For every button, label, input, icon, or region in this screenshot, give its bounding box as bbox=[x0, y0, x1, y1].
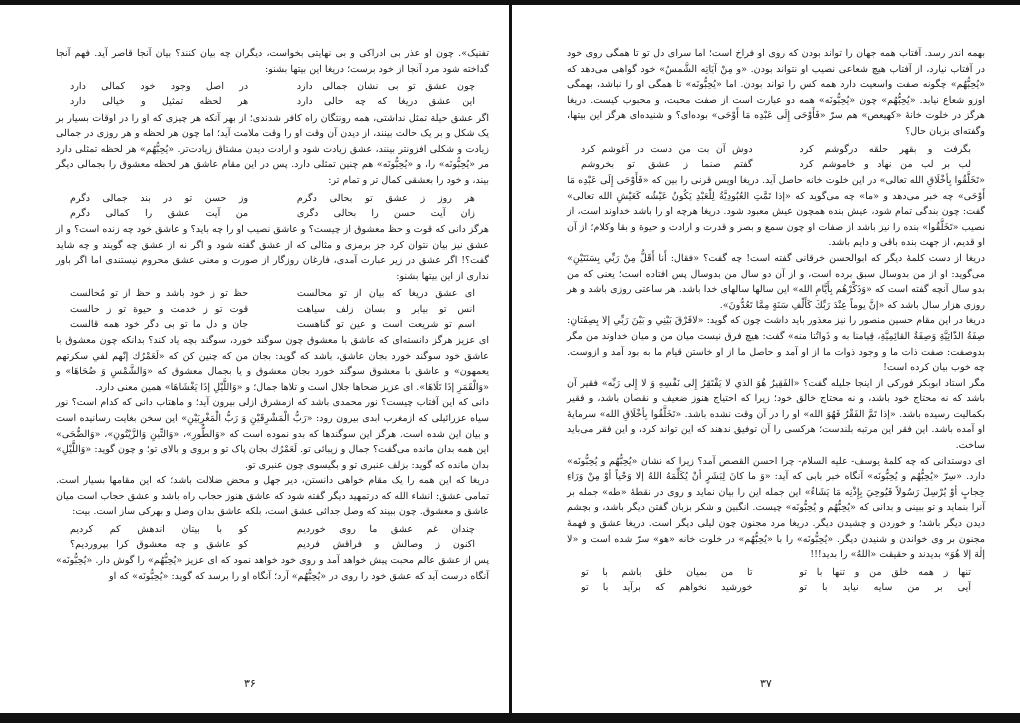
paragraph: دانی که این آفتاب چیست؟ نور محمدی باشد که ازمشرق ازلی بیرون آید؛ و ماهتاب دانی که کدام است؟ نور سیاه عزرائیلی که ازمغرب ابدی بیرون رود: «رَبُّ الْمَشْرِقَيْنِ وَ رَبُّ الْمَغْرِبَيْنِ» این سخن بغایت رسانیده است و بیان این شده است. هرگز این سوگندها که بدو نموده است که «وَالطُّورِ»، «وَالتِّينِ وَالزَّيْتُونِ»، «وَالضُّحَى» این همه بدان مانده می‌گفت؟ جمال و زیبائی تو. لَعَمْرُك بجان پاک تو و بروی و بالای تو؛ و چون گوید: «وَاللَّيْلِ» بدان مانده که گوید: بزلف عنبری تو و بگیسوی چون عنبری تو. bbox=[56, 397, 489, 471]
verse-first-hemistich: لب بر لب من نهاد و خاموشم کرد bbox=[799, 158, 971, 170]
verse-couplet bbox=[56, 206, 489, 221]
verse-first-hemistich: اکنون ز وصالش و فراقش فردیم bbox=[296, 539, 475, 551]
left-page bbox=[56, 46, 489, 585]
verse-couplet bbox=[56, 317, 489, 332]
verse-block bbox=[56, 522, 489, 552]
verse-couplet bbox=[56, 522, 489, 537]
verse-second-hemistich: قوت تو ز خدمت و حیوة تو ز حالست bbox=[70, 303, 249, 315]
paragraph: مگر استاد ابوبکر فورکی از اینجا جلیله گفت؟ «الفَقِيرُ هُوَ الذي لا يَفْتَقِرُ إِلى نَفْسِهِ وَ لا إِلى رَبِّه» فقیر آن باشد که نه محتاج خود باشد، و نه محتاج خالق خود؛ زیرا که احتیاج هنوز ضعیف و نقصان باشد، و فقیر بکمالیت رسیده باشد. «إذا تَمَّ الفَقْرُ فَهُوَ الله» او را در آن وقت نشده باشد. «تَخَلَّقُوا بِأخْلَاقِ الله» سرمایهٔ او آمده باشد. این فقر این مرتبه بلندست؛ هرکسی را آن توفیق ندهند که این تواند کرد، و این فقر می‌باید ساخت. bbox=[567, 377, 985, 452]
verse-second-hemistich: وز حسن تو در بند جمالی دگرم bbox=[70, 192, 249, 204]
verse-first-hemistich: بگرفت و بقهر حلقه درگوشم کرد bbox=[799, 143, 971, 155]
verse-couplet bbox=[56, 302, 489, 317]
verse-couplet bbox=[56, 94, 489, 109]
verse-second-hemistich: خورشید نخواهم که برآید با تو bbox=[581, 582, 753, 594]
verse-block bbox=[56, 191, 489, 221]
verse-second-hemistich: در اصل وجود خود کمالی دارد bbox=[70, 81, 249, 93]
verse-block bbox=[567, 142, 985, 172]
verse-couplet bbox=[567, 565, 985, 580]
verse-first-hemistich: زان آیت حسن را بحالی دگری bbox=[296, 207, 475, 219]
verse-second-hemistich: حظ تو ز خود باشد و حظ از تو مُحالست bbox=[70, 288, 249, 300]
verse-couplet bbox=[567, 157, 985, 172]
verse-first-hemistich: اسم تو شریعت است و عین تو گناهست bbox=[296, 318, 475, 330]
verse-first-hemistich: هر روز ز عشق تو بحالی دگرم bbox=[296, 192, 475, 204]
verse-second-hemistich: کو با بیتان اندهش کم کردیم bbox=[70, 524, 249, 536]
verse-second-hemistich: جان و دل ما تو بی دگر خود همه قالست bbox=[70, 318, 249, 330]
verse-block bbox=[567, 565, 985, 595]
verse-first-hemistich: چون عشق تو بی نشان جمالی دارد bbox=[296, 81, 475, 93]
paragraph: تفنیک». چون او عذر بی ادراکی و بی نهایتی بخواست، دیگران چه بیان کنند؟ بیان آنجا قاصر آید. فهم آنجا گداخته شود مرد آنجا از خود برست؛ دریغا این بیتها بشنو: bbox=[56, 48, 489, 75]
right-page bbox=[567, 46, 985, 596]
verse-first-hemistich: ای عشق دریغا که بیان از تو محالست bbox=[296, 288, 475, 300]
paragraph: ای عزیز هرگز دانسته‌ای که عاشق با معشوق چون سوگند خورد، سوگند بچه یاد کند؟ بدانکه چون معشوق با عاشق خود سوگند خورد بجان عاشق، باشد که گوید: بجان من که چنین کن که «لَعَمْرُك إنّهم لفي سكرتهم يعمهون» و عاشق با معشوق سوگند خورد بجان معشوق و یا بجمال معشوق که «وَالشَّمْسِ وَ ضُحَاهَا» و «وَالْقَمَرِ إذَا تَلَاهَا». ای عزیز ضحاها جلال است و تلاها جمال؛ و «وَاللَّيْلِ إذَا يَغْشَاهَا» همین معنی دارد. bbox=[56, 334, 489, 393]
paragraph: دریغا در این مقام حسین منصور را نیز معذور باید داشت چون که گوید: «لافَرْقَ بَيْنِي و بَيْنَ رَبِّي إلا بِصِفَتانِ: صِفَةُ الذّاتِيَّةِ وَصِفَةُ القائِمِيَّةِ، قِيامنا به و ذَواتُنا منه» گفت: هیچ فرق نیست میان من و میان خداوند من مگر بدوصفت: صفت ذات ما و وجود ذوات ما از او آمد و حاصل ما از او خاستن قیام ما به بود آمد و ازوست. چه خوب بیان کرده است! bbox=[567, 315, 985, 374]
paragraph: «تَخَلَّقُوا بِأخْلَاقِ الله تعالى» در این خلوت خانه حاصل آید. دریغا اویس قرنی را بین که «فَأَوْحَى إِلَى عَبْدِه مَا أَوْحَى» چه خبر می‌دهد و «ما» چه می‌گوید که «إذا تَمَّتِ العُبُودِيَّةُ لِلْعَبْدِ يَكُونُ عَيْشُه كَعَيْشِ الله تعالى» گفت: چون بندگی تمام شود، عیش بنده همچون عیش معبود شود. دریغا هرچه او را باشد خداوند است، از نصیب «تَخَلَّقُوا» بنده را نیز باشد از صفات او چون سمع و بصر و قدرت و ارادت و حیوة و بقا وکلام؛ از آن او قدیم، از جهت بنده باقی و دایم باشد. bbox=[567, 174, 985, 249]
bottom-edge bbox=[0, 713, 1020, 723]
verse-second-hemistich: من آیت عشق را کمالی دگرم bbox=[70, 207, 249, 219]
paragraph: بهمه اندر رسد. آفتاب همه جهان را تواند بودن که روی او فراخ است؛ اما سرای دل تو تا همگی روی خود در آفتاب نیارد، از آفتاب هیچ شعاعی نصیب او نتواند بودن. «و مِنْ آیَاتِه الشَّمسُ» خود گواهی می‌دهد که «یُحِبُّهُم» چگونه صفت واسعیت دارد همه کس را تواند بودن. اما «یُحِبُّونَه» تا همگی او را نباشد، بهمگی اوزو شعاع نیابد. «یُحِبُّهُم» چون «یُحِبُّونَه» همه دو عبارت است از صفت محبت، و محبوب کیست. دریغا هرگز در خلوت خانهٔ «کهیعص» هم سرّ «فَأَوْحَى إِلَى عَبْدِه مَا أَوْحَى» بوده‌ای؟ و شنیده‌ای هرگز این بیتها، وگفته‌ای بزبان حال؟ bbox=[567, 48, 985, 137]
paragraph: پس از عشق عالم محبت پیش خواهد آمد و روی خود خواهد نمود که ای عزیز «یُحِبُّهُم» را گوش دار. «یُحِبُّونَه» آنگاه درست آید که عشق خود را روی در «یُحِبُّهُم» آرد؛ آنگاه او را برسد که گوید: «یُحِبُّونَه» که او bbox=[56, 555, 489, 583]
left-page-number: ۳۶ bbox=[244, 677, 256, 690]
verse-block bbox=[56, 286, 489, 332]
verse-second-hemistich: هر لحظه تمثیل و خیالی دارد bbox=[70, 96, 249, 108]
paragraph: ای دوستدانی که چه کلمهٔ یوسف- علیه السلام- چرا احسن القصص آمد؟ زیرا که نشان «یُحِبُّهُم و یُحِبُّونَه» دارد. «سِرّ «یُحِبُّهُم و یُحِبُّونَه» آنگاه خبر بابی که آید: «وَ ما كانَ لِبَشَرٍ أنْ يُكَلِّمَهُ اللهُ إلا وَحْياً أوْ مِنْ وَرَاءِ حِجابٍ أوْ يُرْسِلَ رَسُولاً فَيُوحِيَ بِإِذْنِه مَا يَشَاءُ» این جمله این را بیان نماید و روی در نقطهٔ «طه» جمله بر آنرا بنماید و تو ببینی و بدانی که «یُحِبُّهُم و یُحِبُّونَه» چیست. انگبین و شکر بزبان گفتن دیگر باشد، و بچشم دیدن دیگر باشد؛ و خوردن و چشیدن دیگر. دریغا مرد مجنون چون لیلی دیگر است. دریغا عشق و فهمهٔ مجنون بر وی خواندن و شنیدن دیگر. «یُحِبُّونَه» را با «یُحِبُّهُم» در خلوت خانه «هو» سرّ شده است و «لا إلٰهَ إلا هُوَ» بدیدند و حقیقت «اللهُ» را بدید!!! bbox=[567, 455, 985, 561]
verse-couplet bbox=[567, 142, 985, 157]
verse-first-hemistich: چندان غم عشق ما روی خوردیم bbox=[296, 524, 475, 536]
verse-first-hemistich: آیی بر من سایه نیاید با تو bbox=[799, 582, 971, 594]
verse-second-hemistich: گفتم صنما ز عشق تو بخروشم bbox=[581, 158, 753, 170]
paragraph: اگر عشق حیلة تمثل نداشتی، همه رونتگان راه کافر شدندی؛ از بهر آنکه هر چیزی که او را در اوقات بسیار بر یک شکل و بر یک حالت بینند، از دیدن آن وقت او را وقت ملامت آید؛ اما چون هر لحظه و هر روزی در جمالی زیادت و شکلی افزونتر بینند، عشق زیادت شود و ارادت دیدن مشتاق زیادت‌تر. «یُحِبُّهُم» هر لحظه تمثلی دارد مر «یُحِبُّونَه» را، و «یُحِبُّونَه» هم چنین تمثلی دارد. پس در این مقام عاشق هر لحظه معشوق را بجمالی دیگر بیند، و خود را بعشقی کمال تر و تمام تر: bbox=[56, 112, 489, 186]
paragraph: دریغا که این همه را یک مقام خواهی دانستن، دیر جهل و محض ضلالت باشد؛ که این مقامها بسیار است. تمامی عشق: انشاء الله که درتمهید دیگر گفته شود که عاشق هنوز حجاب راه باشد و عشق حجاب است میان عاشق و معشوق. چون ببیند که وصل جدائی عشق است، بلکه عاشق بدان وصل و بهرکی ساز است. بیت: bbox=[56, 475, 489, 518]
verse-second-hemistich: دوش آن بت من دست در آغوشم کرد bbox=[581, 143, 753, 155]
verse-couplet bbox=[56, 191, 489, 206]
verse-second-hemistich: کو عاشق و چه معشوق کرا بپروردیم؟ bbox=[70, 539, 249, 551]
right-page-number: ۳۷ bbox=[760, 677, 772, 690]
verse-second-hemistich: تا من بمیان خلق باشم با تو bbox=[581, 566, 753, 578]
verse-first-hemistich: انس تو بیابر و بسان زلف سیاهت bbox=[296, 303, 475, 315]
verse-block bbox=[56, 79, 489, 109]
verse-couplet bbox=[56, 537, 489, 552]
verse-first-hemistich: تنها ز همه خلق من و تنها با تو bbox=[799, 566, 971, 578]
verse-couplet bbox=[567, 580, 985, 595]
paragraph: دریغا از دست کلمهٔ دیگر که ابوالحسن خرقانی گفته است! چه گفت؟ «فقال: أَنا أَقَلُّ مِنْ رَبِّي بِسَنَتَيْنِ» می‌گوید: او از من بدوسال سبق برده است، و از آن دو سال من بدوسال پس افتاده است؛ یعنی که من بدو سال آنچه گفته است که «وَذَكِّرْهُم بِأَيَّامِ الله» این سالها سالهای خدا باشد. هر ساعتی روزی باشد و هر روزی هزار سال باشد که «إنَّ يوماً عِنْدَ رَبِّكَ كَأَلْفِ سَنَةٍ مِمَّا تَعُدُّونَ». bbox=[567, 252, 985, 311]
verse-first-hemistich: این عشق دریغا که چه حالی دارد bbox=[296, 96, 475, 108]
paragraph: هرگز دانی که قوت و حظ معشوق از چیست؟ و عاشق نصیب او را چه باید؟ و عاشق خود چه زنده است؟ و از عشق نیز بیان نتوان کرد جز برمزی و مثالی که از عشق گفته شود و اگر نه از عشق چه گویند و چه شاید گفت؟! اگر عشق در زیر عبارت آمدی، فارغان روزگار از صورت و معنی عشق محروم نیستندی اما اگر باور نداری از این بیتها بشنو: bbox=[56, 223, 489, 282]
verse-couplet bbox=[56, 286, 489, 301]
verse-couplet bbox=[56, 79, 489, 94]
page-gutter bbox=[509, 0, 512, 723]
